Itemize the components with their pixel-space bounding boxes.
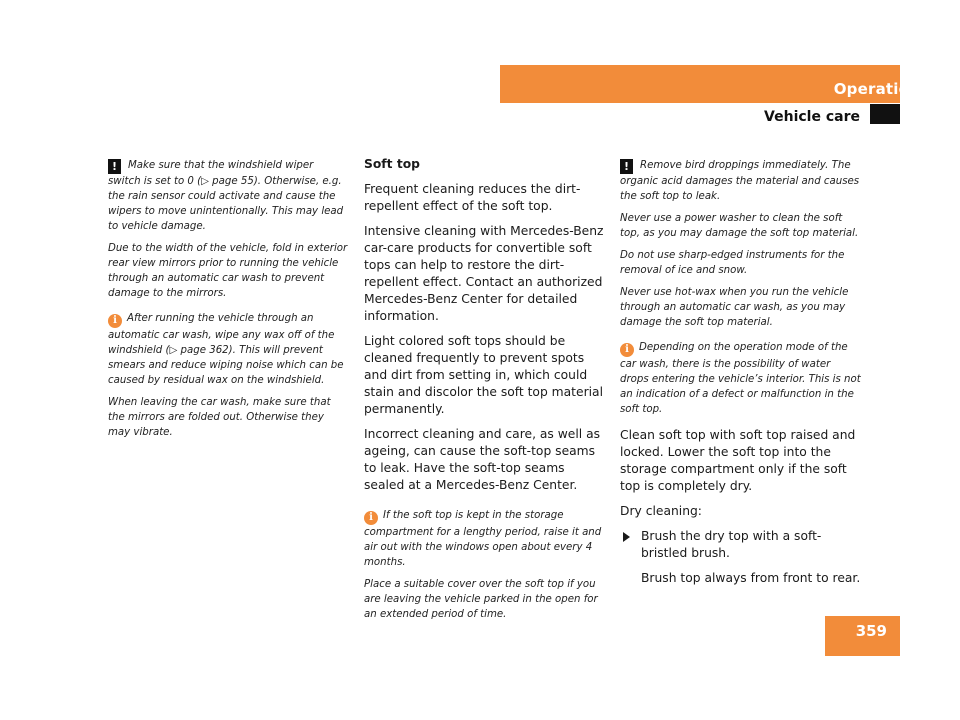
warning-paragraph: Never use hot-wax when you run the vehicle through an automatic car wash, as you may damage the soft top material. (620, 287, 849, 328)
warning-paragraph: Do not use sharp-edged instruments for the removal of ice and snow. (620, 250, 845, 276)
warning-note (620, 158, 862, 330)
body-paragraph: Light colored soft tops should be cleaned frequently to prevent spots and dirt from setting in, which could stain and discolor the soft top material permanently. (364, 334, 603, 416)
body-paragraph: Clean soft top with soft top raised and locked. Lower the soft top into the storage compartment only if the soft top is completely dry. (620, 428, 856, 493)
soft-top-heading: Soft top (364, 157, 420, 171)
warning-paragraph: Due to the width of the vehicle, fold in exterior rear view mirrors prior to running the vehicle through an automatic car wash to prevent damage to the mirrors. (108, 243, 348, 299)
warning-paragraph: ! Remove bird droppings immediately. The organic acid damages the material and causes the soft top to leak. (620, 160, 860, 202)
info-note (364, 508, 606, 622)
body-paragraph: Intensive cleaning with Mercedes-Benz car-care products for convertible soft tops can help to restore the dirt-repellent effect. Contact an authorized Mercedes-Benz Center for detailed information. (364, 224, 604, 323)
body-paragraph: Frequent cleaning reduces the dirt-repellent effect of the soft top. (364, 182, 581, 213)
section-title: Operation (833, 80, 920, 98)
instruction-followup: Brush top always from front to rear. (641, 571, 861, 585)
header-marker-block (870, 104, 900, 124)
info-note (108, 311, 348, 440)
info-note (620, 340, 862, 417)
body-paragraph: Dry cleaning: (620, 504, 702, 518)
subsection-title: Vehicle care (764, 109, 860, 125)
left-column (108, 158, 348, 450)
info-paragraph: i If the soft top is kept in the storage compartment for a lengthy period, raise it and air out with the windows open about every 4 months. (364, 510, 602, 568)
page-number: 359 (855, 622, 887, 640)
info-icon: i (108, 314, 122, 328)
warning-paragraph: Never use a power washer to clean the soft top, as you may damage the soft top material. (620, 213, 859, 239)
warning-icon: ! (620, 159, 633, 174)
body-paragraph: Incorrect cleaning and care, as well as ageing, can cause the soft-top seams to leak. Have the soft-top seams sealed at a Mercedes-Benz Center. (364, 427, 601, 492)
middle-column (364, 156, 606, 632)
info-paragraph: Place a suitable cover over the soft top if you are leaving the vehicle parked in the open for an extended period of time. (364, 579, 598, 620)
instruction-step (620, 528, 862, 562)
warning-note (108, 158, 348, 301)
bullet-arrow-icon (623, 532, 630, 542)
right-column (620, 158, 862, 595)
info-paragraph: When leaving the car wash, make sure that the mirrors are folded out. Otherwise they may vibrate. (108, 397, 331, 438)
info-paragraph: i Depending on the operation mode of the car wash, there is the possibility of water drops entering the vehicle’s interior. This is not an indication of a defect or malfunction in the soft top. (620, 342, 861, 415)
info-paragraph: i After running the vehicle through an automatic car wash, wipe any wax off of the windshield (▷ page 362). This will prevent smears and reduce wiping noise which can be caused by residual wax on the windshield. (108, 313, 344, 386)
instruction-text: Brush the dry top with a soft-bristled brush. (641, 529, 822, 560)
warning-icon: ! (108, 159, 121, 174)
info-icon: i (620, 343, 634, 357)
info-icon: i (364, 511, 378, 525)
warning-paragraph: ! Make sure that the windshield wiper switch is set to 0 (▷ page 55). Otherwise, e.g. the rain sensor could activate and cause the wipers to move unintentionally. This may lead to vehicle damage. (108, 160, 344, 232)
